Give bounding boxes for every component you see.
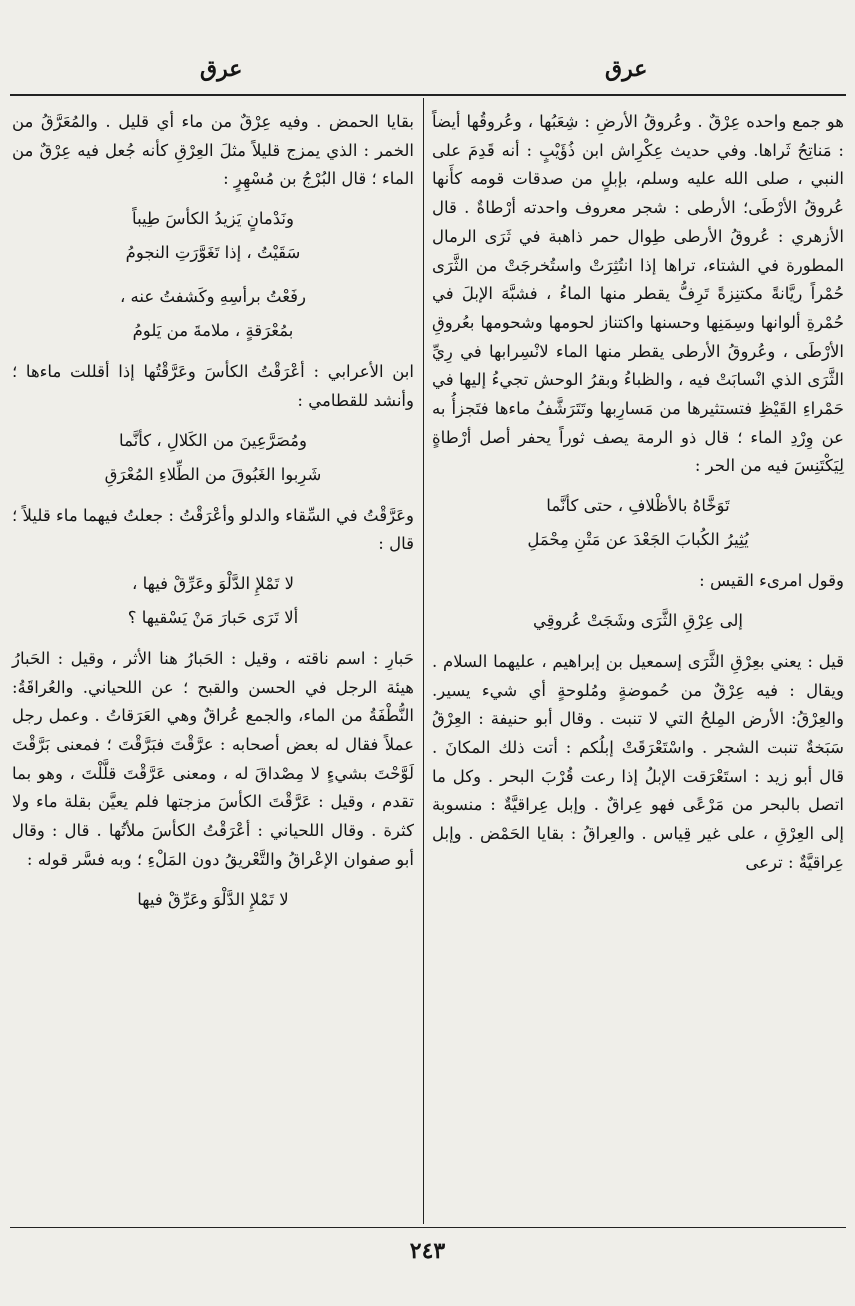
verse-line: شَرِبوا الغَبُوقَ من الطِّلاءِ المُعْرَقِ — [104, 464, 322, 484]
left-verse-4 — [12, 883, 414, 917]
right-verse-2 — [432, 604, 844, 638]
left-paragraph-1: بقايا الحمض . وفيه عِرْقٌ من ماء أي قليل . والمُعَرَّقُ من الخمر : الذي يمزج قليلاً مثلَ العِرْقِ كأنه جُعل فيه عِرْقٌ من الماء ؛ قال البُرْجُ بن مُسْهِرٍ : — [12, 112, 414, 189]
left-verse-2 — [12, 424, 414, 492]
running-header-left: عرق — [200, 56, 243, 82]
left-verse-3 — [12, 567, 414, 635]
running-header-right: عرق — [605, 56, 648, 82]
left-column — [12, 108, 414, 927]
right-column — [432, 108, 844, 877]
bottom-rule — [10, 1227, 846, 1228]
verse-line: تَوَخَّاهُ بالأظْلافِ ، حتى كأنَّما — [546, 496, 730, 516]
right-paragraph-3: قيل : يعني بعِرْقِ الثَّرَى إسمعيل بن إبراهيم ، عليهما السلام . ويقال : فيه عِرْقٌ من حُموضةٍ ومُلوحةٍ أي شيء يسير. والعِرْقُ: الأرض المِلحُ التي لا تنبت . وقال أبو حنيفة : العِرْقُ سَبَخةٌ تنبت الشجر . واسْتَعْرَقَتْ إبلُكم : أتت ذلك المكانَ . قال أبو زيد : استَعْرَقت الإبلُ إذا رعت قُرْبَ البحر . وكل ما اتصل بالبحر من مَرْعًى فهو عِراقٌ . وإبل عِراقيَّةٌ : منسوبة إلى العِرْقِ ، على غير قِياس . والعِراقُ : بقايا الحَمْض . وإبل عِراقيَّةٌ : ترعى — [432, 651, 844, 872]
verse-line: ألا تَرَى حَبارَ مَنْ يَسْقيها ؟ — [127, 607, 299, 627]
verse-line: رفَعْتُ برأسِهِ وكَشفتُ عنه ، — [119, 287, 307, 307]
top-rule — [10, 94, 846, 96]
verse-line: يُثِيرُ الكُبابَ الجَعْدَ عن مَتْنِ مِحْمَلِ — [527, 530, 749, 550]
left-paragraph-3: وعَرَّقْتُ في السِّقاء والدلو وأعْرَقْتُ : جعلتُ فيهما ماء قليلاً ؛ قال : — [12, 505, 414, 554]
left-verse-1 — [12, 202, 414, 348]
left-paragraph-2: ابن الأعرابي : أعْرَقْتُ الكأسَ وعَرَّقْتُها إذا أقللت ماءها ؛ وأنشد للقطامي : — [12, 362, 414, 410]
right-verse-1 — [432, 489, 844, 557]
verse-line: لا تَمْلإِ الدَّلْوَ وعَرِّقْ فيها — [137, 889, 289, 909]
verse-line: ونَدْمانٍ يَزيدُ الكأسَ طِيباً — [132, 209, 294, 229]
page-number: ٢٤٣ — [409, 1238, 446, 1264]
verse-line: بمُعْرَقةٍ ، ملامةَ من يَلومُ — [132, 321, 294, 341]
verse-line: إلى عِرْقِ الثَّرَى وشَجَتْ عُروقِي — [533, 610, 743, 630]
verse-line: ومُصَرَّعِينَ من الكَلالِ ، كأنَّما — [119, 430, 307, 450]
verse-line: سَقَيْتُ ، إذا تَغَوَّرَتِ النجومُ — [125, 243, 301, 263]
left-paragraph-4: حَبارِ : اسم ناقته ، وقيل : الحَبارُ هنا الأثر ، وقيل : الحَبارُ هيئة الرجل في الحسن والقبح ؛ عن اللحياني. والعُراقَةُ: النُّطْفَةُ من الماء، والجمع عُراقٌ وهي العَرَقاتُ . وعمل رجل عملاً فقال له بعض أصحابه : عرَّقْتَ فبَرَّقْتَ ؛ فمعنى بَرَّقْتَ لَوَّحْتَ بشيءٍ لا مِصْداقَ له ، ومعنى عَرَّقْتَ قلَّلْتَ ، وهو بما تقدم ، وقيل : عَرَّقْتَ الكأسَ مزجتها فلم يعيَّن بقلة ماء ولا كثرة . وقال اللحياني : أعْرَقْتُ الكأسَ ملأتُها . قال : وقال أبو صفوان الإعْراقُ والتَّعْريقُ دون المَلْءِ ؛ وبه فسَّر قوله : — [12, 648, 414, 869]
column-divider — [423, 98, 424, 1224]
right-paragraph-2: وقول امرىء القيس : — [699, 571, 844, 591]
right-paragraph-1: هو جمع واحده عِرْقٌ . وعُروقُ الأرضِ : شِعَبُها ، وعُروقُها أيضاً : مَناتِحُ ثَراها. وفي حديث عِكْرِاش ابن ذُؤَيْبٍ : أنه قَدِمَ على النبي ، صلى الله عليه وسلم، بإبلٍ من صدقات قومه كأَنها عُروقُ الأرْطَى؛ الأرطى : شجر معروف واحدته أرْطاةٌ . قال الأزهري : عُروقُ الأرطى طِوال حمر ذاهبة في ثَرَى الرمال المطورة في الشتاء، تراها إذا انتُثِرَتْ واستُخرجَتْ من الثَّرَى حُمْراً ريَّانةً مكتنِزةً تَرِفُّ يقطر منها الماءُ ، فشبَّهَ الإبلَ في حُمْرةِ ألوانها وسِمَنِها وحسنها واكتناز لحومها وشحومها بعُروقِ الأرْطَى ، وعُروقُ الأرطى يقطر منها الماء لانْسِرابها في رِيِّ الثَّرَى الذي انْسابَتْ فيه ، والظباءُ وبقرُ الوحش تجيءُ إليها في حَمْراءِ القَيْظِ فتستثيرها من مَسارِبها وتَتَرَشَّفُ ماءها فتَجزأُ به عن وِرْدِ الماء ؛ قال ذو الرمة يصف ثوراً يحفر أصل أرْطاةٍ لِيَكْتَنِسَ فيه من الحر : — [432, 112, 844, 476]
verse-line: لا تَمْلإِ الدَّلْوَ وعَرِّقْ فيها ، — [132, 573, 294, 593]
